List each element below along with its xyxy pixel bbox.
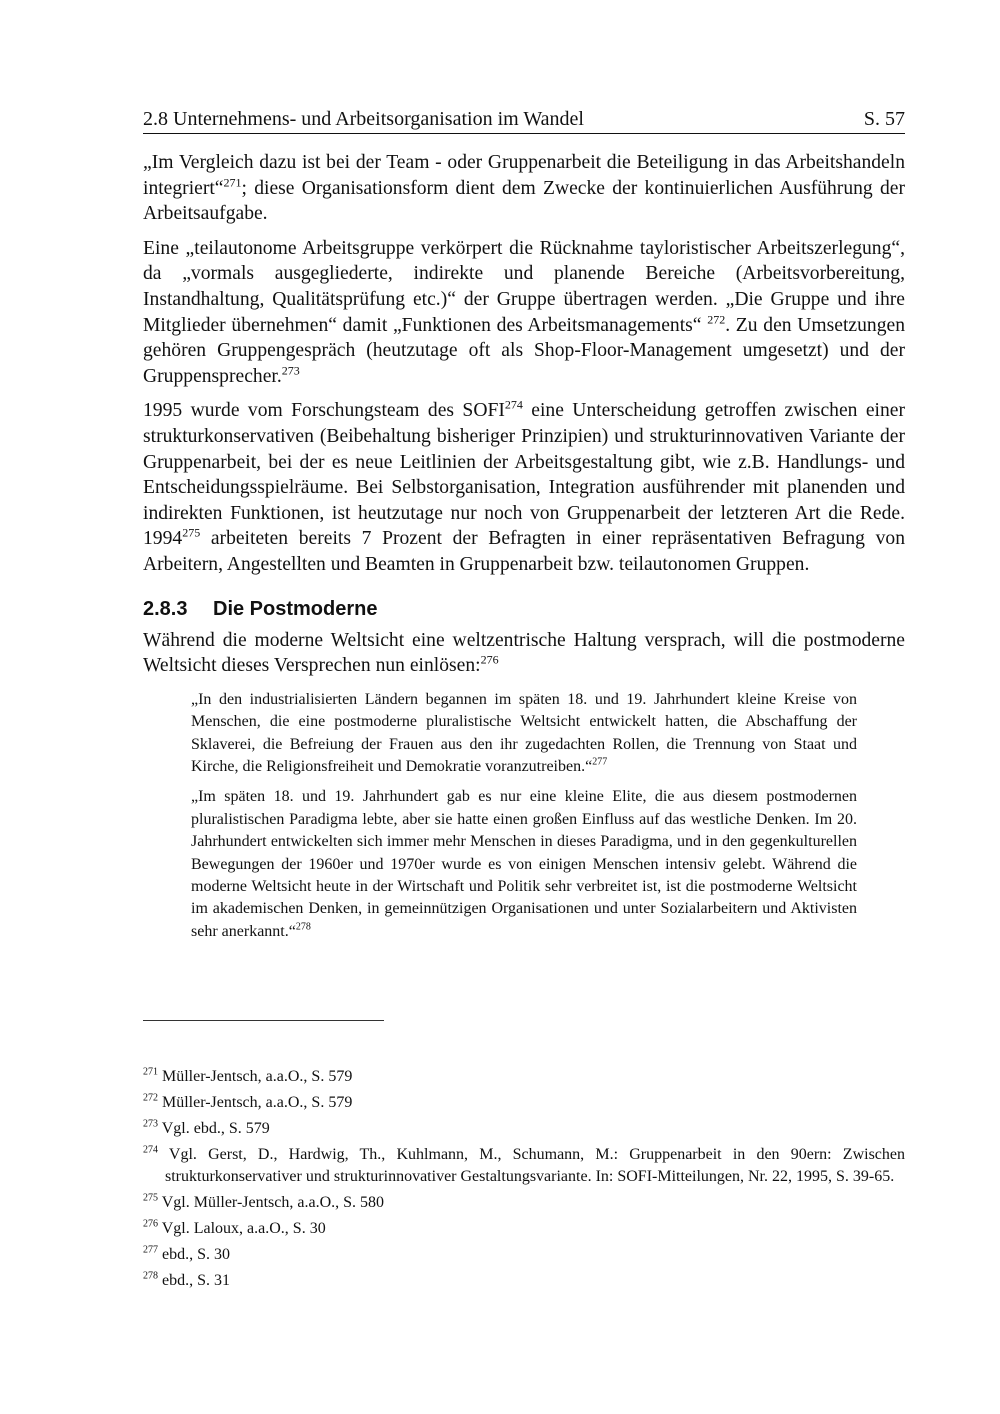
section-number: 2.8.3 (143, 597, 188, 620)
section-intro (143, 628, 905, 679)
footnote (143, 1270, 905, 1292)
footnote-number: 276 (143, 1218, 158, 1230)
footnote-number: 273 (143, 1118, 158, 1130)
quote-text: „Im späten 18. und 19. Jahrhundert gab es nur eine kleine Elite, die aus diesem postmodernen pluralistischen Paradigma lebte, aber sie hatte einen großen Einfluss auf das westliche Denken. Im 20. Jahrhundert entwickelten sich immer mehr Menschen in dieses Paradigma, und in den gegenkulturellen Bewegungen der 1960er und 1970er wurde es von einigen Menschen intensiv gelebt. Während die moderne Weltsicht heute in der Wirtschaft und Politik sehr verbreitet ist, ist die postmoderne Weltsicht im akademischen Denken, in gemeinnützigen Organisationen und unter Sozialarbeitern und Aktivisten sehr anerkannt.“ (191, 788, 857, 940)
footnote-ref[interactable]: 278 (295, 921, 311, 933)
footnote-text: ebd., S. 30 (158, 1246, 230, 1263)
paragraph-text: „Im Vergleich dazu ist bei der Team - oder Gruppenarbeit die Beteiligung in das Arbeitshandeln integriert“ (143, 152, 905, 199)
footnote (143, 1066, 905, 1088)
footnote-ref[interactable]: 271 (223, 175, 242, 190)
footnote-number: 272 (143, 1092, 158, 1104)
page-number: S. 57 (863, 108, 905, 130)
footnote (143, 1244, 905, 1266)
footnote-number: 271 (143, 1066, 158, 1078)
footnote-ref[interactable]: 273 (281, 363, 300, 378)
footnote (143, 1218, 905, 1240)
footnote-number: 278 (143, 1270, 158, 1282)
paragraph (143, 236, 905, 390)
footnote-text: Vgl. ebd., S. 579 (158, 1120, 270, 1137)
paragraph (143, 398, 905, 577)
paragraph-text: 1995 wurde vom Forschungsteam des SOFI (143, 400, 505, 422)
paragraph-text: arbeiteten bereits 7 Prozent der Befragten in einer repräsentativen Befragung von Arbeitern, Angestellten und Beamten in Gruppenarbeit bzw. teilautonomen Gruppen. (143, 528, 905, 575)
footnote-text: ebd., S. 31 (158, 1272, 230, 1289)
footnote-number: 275 (143, 1192, 158, 1204)
footnote-text: Müller-Jentsch, a.a.O., S. 579 (158, 1094, 353, 1111)
section-title: Die Postmoderne (213, 597, 378, 620)
quote-text: „In den industrialisierten Ländern begannen im späten 18. und 19. Jahrhundert kleine Kreise von Menschen, die eine postmoderne pluralistische Weltsicht entwickelt hatten, die Abschaffung der Sklaverei, die Befreiung der Frauen aus den ihr zugedachten Rollen, die Trennung von Staat und Kirche, die Religionsfreiheit und Demokratie voranzutreiben.“ (191, 690, 857, 775)
footnote-ref[interactable]: 277 (592, 756, 608, 768)
running-header (143, 106, 905, 134)
block-quote (191, 786, 857, 943)
main-content (143, 150, 905, 951)
footnote-text: Vgl. Müller-Jentsch, a.a.O., S. 580 (158, 1194, 385, 1211)
paragraph-text: . Zu den Umsetzungen gehören Gruppengespräch (heutzutage oft als Shop-Floor-Management umgesetzt) und der Gruppensprecher. (143, 314, 906, 387)
footnote-ref[interactable]: 276 (480, 652, 499, 667)
header-title: 2.8 Unternehmens- und Arbeitsorganisation im Wandel (143, 108, 584, 130)
footnote (143, 1192, 905, 1214)
footnote (143, 1144, 905, 1188)
paragraph (143, 150, 905, 227)
footnote-text: Vgl. Gerst, D., Hardwig, Th., Kuhlmann, M., Schumann, M.: Gruppenarbeit in den 90ern: Zwischen strukturkonservativer und strukturinnovativer Gestaltungsvariante. In: SOFI-Mitteilungen, Nr. 22, 1995, S. 39-65. (158, 1146, 905, 1185)
footnote-ref[interactable]: 274 (504, 397, 523, 412)
footnote (143, 1092, 905, 1114)
footnote-number: 277 (143, 1244, 158, 1256)
footnote-text: Vgl. Laloux, a.a.O., S. 30 (158, 1220, 326, 1237)
footnote-text: Müller-Jentsch, a.a.O., S. 579 (158, 1068, 353, 1085)
footnote-number: 274 (143, 1144, 158, 1156)
paragraph-text: ; diese Organisationsform dient dem Zwecke der kontinuierlichen Ausführung der Arbeitsaufgabe. (143, 177, 905, 225)
footnote-ref[interactable]: 272 (707, 312, 726, 327)
paragraph-text: Während die moderne Weltsicht eine weltzentrische Haltung versprach, will die postmoderne Weltsicht dieses Versprechen nun einlösen: (143, 629, 905, 677)
paragraph-text: Eine „teilautonome Arbeitsgruppe verkörpert die Rücknahme tayloristischer Arbeitszerlegung“, da „vormals ausgegliederte, indirekte und planende Bereiche (Arbeitsvorbereitung, Instandhaltung, Qualitätsprüfung etc.)“ der Gruppe übertragen werden. „Die Gruppe und ihre Mitglieder übernehmen“ damit „Funktionen des Arbeitsmanagements“ (143, 237, 905, 336)
paragraph-text: eine Unterscheidung getroffen zwischen einer strukturkonservativen (Beibehaltung bisheriger Prinzipien) und strukturinnovativen Variante der Gruppenarbeit, bei der es neue Leitlinien der Arbeitsgestaltung gibt, wie z.B. Handlungs- und Entscheidungsspielräume. Bei Selbstorganisation, Integration ausführender mit planenden und indirekten Funktionen, ist heutzutage nur noch von Gruppenarbeit der letzteren Art die Rede. 1994 (143, 400, 905, 550)
footnote-separator (143, 1020, 384, 1021)
section-heading (143, 596, 905, 622)
footnotes (143, 1066, 905, 1296)
footnote (143, 1118, 905, 1140)
footnote-ref[interactable]: 275 (182, 525, 201, 540)
block-quote (191, 689, 857, 779)
